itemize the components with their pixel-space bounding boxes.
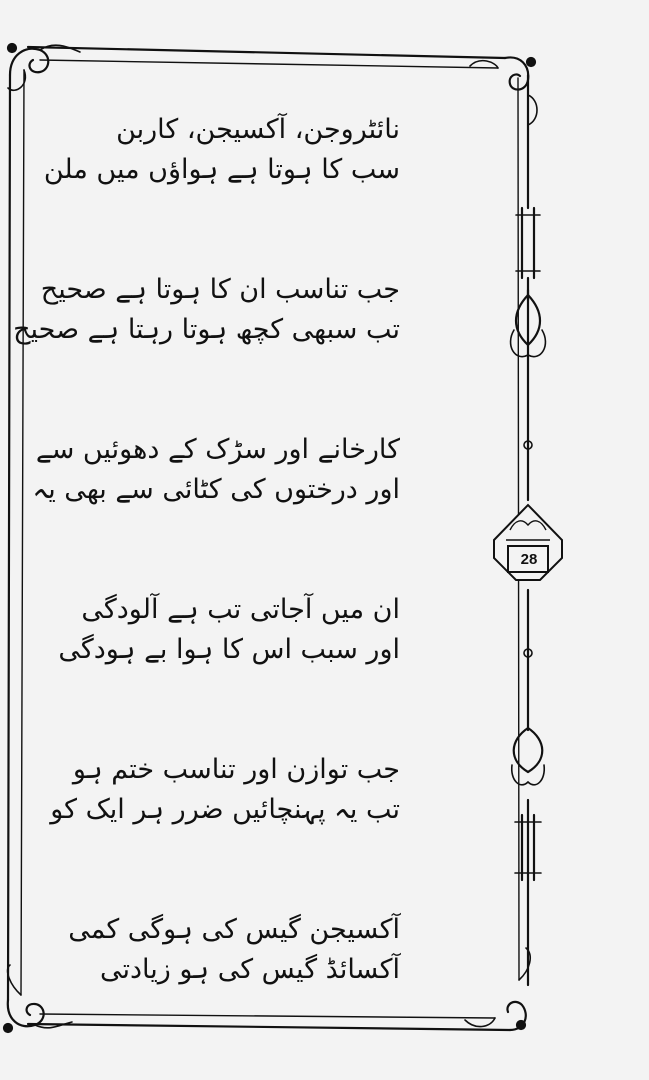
poem-line: ان میں آجاتی تب ہے آلودگی	[81, 594, 400, 625]
poem-line: تب یہ پہنچائیں ضرر ہر ایک کو	[50, 794, 400, 825]
poem-line: سب کا ہوتا ہے ہواؤں میں ملن	[43, 154, 400, 185]
poem-line: نائٹروجن، آکسیجن، کاربن	[116, 114, 400, 145]
poem-line: کارخانے اور سڑک کے دھوئیں سے	[35, 434, 400, 465]
stanza-5	[50, 750, 400, 910]
stanza-3	[32, 430, 400, 590]
page-number: 28	[520, 551, 538, 568]
stanza-6	[68, 910, 400, 1070]
poem-line: آکسیجن گیس کی ہوگی کمی	[68, 914, 400, 945]
poem-line: تب سبھی کچھ ہوتا رہتا ہے صحیح	[13, 314, 400, 345]
poem-line: جب تناسب ان کا ہوتا ہے صحیح	[40, 274, 400, 305]
poem-line: اور سبب اس کا ہوا بے ہودگی	[58, 634, 400, 665]
poem-line: اور درختوں کی کٹائی سے بھی یہ	[32, 474, 400, 505]
stanza-1	[43, 110, 400, 270]
poem	[13, 110, 400, 1070]
poem-line: آکسائڈ گیس کی ہو زیادتی	[99, 954, 400, 985]
stanza-4	[58, 590, 400, 750]
stanza-2	[13, 270, 400, 430]
poem-line: جب توازن اور تناسب ختم ہو	[72, 754, 400, 785]
